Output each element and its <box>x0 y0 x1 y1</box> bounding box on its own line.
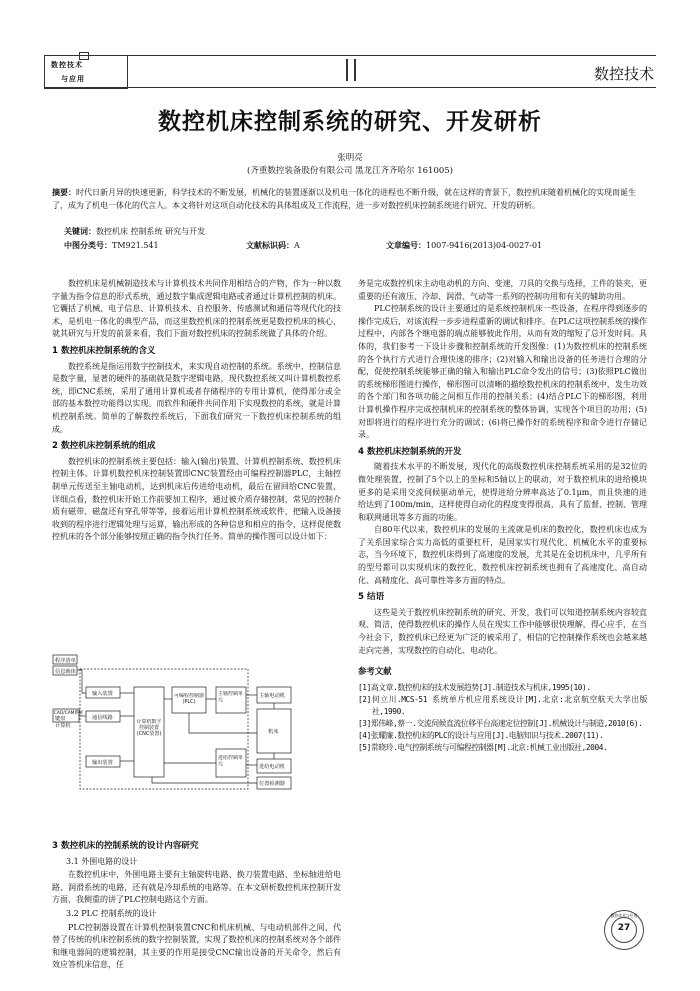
keyboard-label: 键盘 <box>55 716 66 722</box>
clc-number <box>64 240 159 251</box>
article-title: 数控机床控制系统的研究、开发研析 <box>158 108 542 135</box>
plc-label: 可编程控制器(PLC) <box>174 693 204 705</box>
section-2-heading: 2 数控机床控制系统的组成 <box>52 441 156 452</box>
left-column <box>52 278 341 544</box>
conn-medium-input <box>77 670 86 693</box>
conn-plc-machine <box>189 713 257 733</box>
section-4-paragraph-1: 随着技术水平的不断发展，现代化的高级数控机床控制系统采用的是32位的微处理装置，控制了5个以上的坐标和5轴以上的联动，对于数控机床的进给模块更多的是采用交流伺候驱动单元，使得进给分辨率高达了0.1μm，而且快速的进给达到了100m/min，这样使得自动化的程度变得很高，具有了监督、控制、管理和联网通讯等多方面的功能。 <box>358 462 647 522</box>
feed-unit-label: 进给控制单元 <box>218 755 244 767</box>
feed-motor-label: 进给电动机 <box>259 764 285 770</box>
section-3-1-heading: 3.1 外围电路的设计 <box>66 856 138 866</box>
prog-label: 程序清单 <box>55 658 76 664</box>
affiliation: (齐重数控装备股份有限公司 黑龙江齐齐哈尔 161005) <box>247 166 453 176</box>
section-4-heading: 4 数控机床控制系统的开发 <box>358 446 462 457</box>
plc-paragraph: PLC控制系统的设计主要通过的是系统控制机床一些设备，在程序得到逐步的操作完成后，对该流程一步步进程重新的调试和排序。在PLC这项控制系统的操作过程中，内部各个继电器的端点能够彼此作用，从而有效的缩短了总开发时间。具体的，我们参考一下设计步骤和控制系统的开发图像：(1)为数控机床的控制系统的各个执行方式进行合理快速的排序；(2)对输入和输出设备的任务进行合理的分配，促使控制系统能够正确的输入和输出PLC命令发出的信号；(3)依照PLC做出的系统梯形图进行操作，梯形图可以清晰的描绘数控机床的控制系统中，发生功效的各个部门和各项功能之间相互作用的控制关系；(4)结合PLC下的梯形图，利用计算机操作程序完成控制机床的控制系统的整体协调，实现各个项目的功用；(5)对即将进行的程序进行充分的调试；(6)将已操作好的系统程序和命令进行存储记录。 <box>358 304 647 440</box>
left-column-bottom <box>52 836 341 972</box>
clc-label: 中图分类号： <box>64 241 112 250</box>
header-rule-bottom <box>44 87 656 88</box>
cnc-label: 计算机数字控制装置(CNC装置) <box>136 719 162 737</box>
section-5-heading: 5 结语 <box>358 592 385 603</box>
article-number-value: 1007-9416(2013)04-0027-01 <box>426 241 543 250</box>
cad-label: CAD/CAM系统 <box>54 711 83 716</box>
abstract <box>52 187 650 212</box>
header-bar-right <box>354 59 356 81</box>
badge-ring-text: 数控技术与应用 <box>610 913 638 918</box>
input-label: 输入装置 <box>92 691 113 697</box>
section-4-paragraph-2: 自80年代以来，数控机床的发展的主流就是机床的数控化，数控机床也成为了关系国家综合实力高低的重要杠杆，是国家实行现代化、机械化水平的重要标志，当今环境下，数控机床得到了高速度的发展，尤其是在金切机床中，几乎所有的型号都可以实现机床的数控化，数控机床控制系统也拥有了高速度化、高自动化、高精度化、高可靠性等多方面的特点。 <box>358 525 647 585</box>
keywords-text: 数控机床 控制系统 研究与开发 <box>96 227 206 236</box>
section-title: 数控技术 <box>593 65 654 83</box>
right-column <box>358 278 647 754</box>
header-rule-top <box>44 55 656 56</box>
reference-item: [1]高文章.数控机床的技术发展趋势[J].制造技术与机床,1995(10). <box>358 682 591 692</box>
spindle-unit-label: 主轴控制单元 <box>218 691 244 703</box>
position-label: 位置检测器 <box>259 781 285 787</box>
article-number-label: 文章编号： <box>386 241 426 250</box>
abstract-label: 摘要： <box>52 188 76 197</box>
comm-label: 通信线路 <box>92 715 113 721</box>
author: 张明亮 <box>337 153 363 163</box>
reference-item: [4]张耀廉.数控机床的PLC的设计与应用[J].电脑知识与技术.2007(11). <box>358 730 604 740</box>
control-system-diagram <box>52 653 341 825</box>
computer-label: 计算机 <box>55 723 71 729</box>
article-number <box>386 240 542 251</box>
section-5-paragraph: 这些是关于数控机床控制系统的研究、开发，我们可以知道控制系统内容较直观、简洁，使得数控机床的操作人员在现实工作中能够很快理解，得心应手，在当今社会下，数控机床已经更为广泛的被采用了，相信的它控制操作系统也会越来越走向完善，实现数控的自动化、电动化。 <box>358 607 647 655</box>
page-badge <box>604 910 644 950</box>
references-heading: 参考文献 <box>358 666 392 677</box>
section-1-paragraph: 数控系统是指运用数字控制技术，来实现自动控制的系统。系统中，控制信息是数字量，显著的硬件的基础就是数字逻辑电路，现代数控系统又叫计算机数控系统，即CNC系统，采用了通用计算机或者存储程序的专用计算机，使得部分或全部的基本数控功能得以实现。而软件和硬件共同作用下实现数控的系统，就是计算机控制系统。简单的了解数控系统后，下面我们研究一下数控机床控制系统的组成。 <box>52 361 341 434</box>
section-3-2-heading: 3.2 PLC 控制系统的设计 <box>66 908 157 918</box>
intro-paragraph: 数控机床是机械制造技术与计算机技术共同作用相结合的产物，作为一种以数字量为指令信息的形式系统，通过数字集成逻辑电路或者通过计算机控制的机床。它囊括了机械、电子信息、计算机技术、自控服务、传感测试和通信等现代化的技术，是机电一体化的典型产品，而这里数控机床的控制系统更是数控机床的核心，就其研究与开发的前景来看，我们下面对数控机床的控制系统做了具体的介绍。 <box>52 279 341 339</box>
logo-line2: 与应用 <box>61 74 85 83</box>
section-3-2-paragraph: PLC控制器设置在计算机控制装置CNC和机床机械、与电动机部件之间，代替了传统的机床控制系统的数字控制装置，实现了数控机床的控制系统对各个部件和继电器间的逻辑控制，其主要的作用是接受CNC输出设备的开关命令，然后有效应答机床信息，任 <box>52 922 341 970</box>
output-label: 输出装置 <box>92 760 113 766</box>
page-number: 27 <box>617 923 631 933</box>
reference-item: [3]郑伟峰,蔡一.交流伺候直流位移平台高速定位控制[J].机械设计与制造,2010(6). <box>358 718 643 728</box>
doc-code-value: A <box>294 241 300 250</box>
spindle-motor-label: 主轴电动机 <box>259 693 285 699</box>
section-3-1-paragraph: 在数控机床中，外围电路主要有主轴旋转电路、换刀装置电路、坐标轴进给电路、润滑系统的电路，还有就是冷却系统的电路等。在本文研析数控机床控制开发方面，我侧重的讲了PLC控制电路这个方面。 <box>52 870 341 905</box>
journal-logo <box>44 55 128 89</box>
logo-square-icon <box>79 52 89 60</box>
doc-code-label: 文献标识码： <box>246 241 294 250</box>
keywords-label: 关键词： <box>64 227 96 236</box>
keywords <box>64 226 205 237</box>
section-1-heading: 1 数控机床控制系统的含义 <box>52 345 156 356</box>
section-3-heading: 3 数控机床的控制系统的设计内容研究 <box>52 841 199 851</box>
clc-value: TM921.541 <box>112 241 159 250</box>
reference-item: [2]何立川.MCS-51 系统单片机应用系统设计[M].北京:北京航空航天大学出版社,1990. <box>358 694 647 716</box>
machine-label: 机床 <box>268 729 279 735</box>
doc-code <box>246 240 300 251</box>
medium-label: 信息载体 <box>55 669 76 675</box>
continued-paragraph: 务是完成数控机床主动电动机的方向、变速，刀具的交换与选择，工件的装夹，更重要的还有液压、冷却、润滑、气动等一系列的控制功用和有关的辅助功用。 <box>358 279 647 301</box>
reference-item: [5]常晓玲.电气控制系统与可编程控制器[M].北京:机械工业出版社,2004. <box>358 742 608 752</box>
logo-line1: 数控技术 <box>51 60 83 69</box>
conn-position-cnc <box>152 777 257 783</box>
abstract-text: 时代日新月异的快速更新，科学技术的不断发展，机械化的装置逐渐以及机电一体化的进程也不断升级，就在这样的背景下，数控机床随着机械化的实现而诞生了，成为了机电一体化的代言人。本文将针对这项自动化技术的具体组成及工作流程，进一步对数控机床控制系统进行研究、开发的研析。 <box>52 188 636 210</box>
header-bar-left <box>346 59 348 81</box>
diagram-svg <box>52 653 341 825</box>
section-2-paragraph: 数控机床的控制系统主要包括：输入(输出)装置、计算机控制系统、数控机床控制主体。计算机数控机床控制装置即CNC装置经由可编程控制器PLC，主轴控制单元传送至主轴电动机，达到机床后传进给电动机，最后在留回给CNC装置，详细点看，数控机床开始工作前要加工程序，通过被介质存储控制，常见的控制介质有磁带、磁盘还有穿孔带等等，接着运用计算机控制系统或软件，把输入设备接收到的程序进行逻辑处理与运算，输出形成的各种信息和相应的指令，这样促使数控机床的各个部分能够按照正确的指令执行任务。简单的操作图可以设计如下： <box>52 456 341 542</box>
